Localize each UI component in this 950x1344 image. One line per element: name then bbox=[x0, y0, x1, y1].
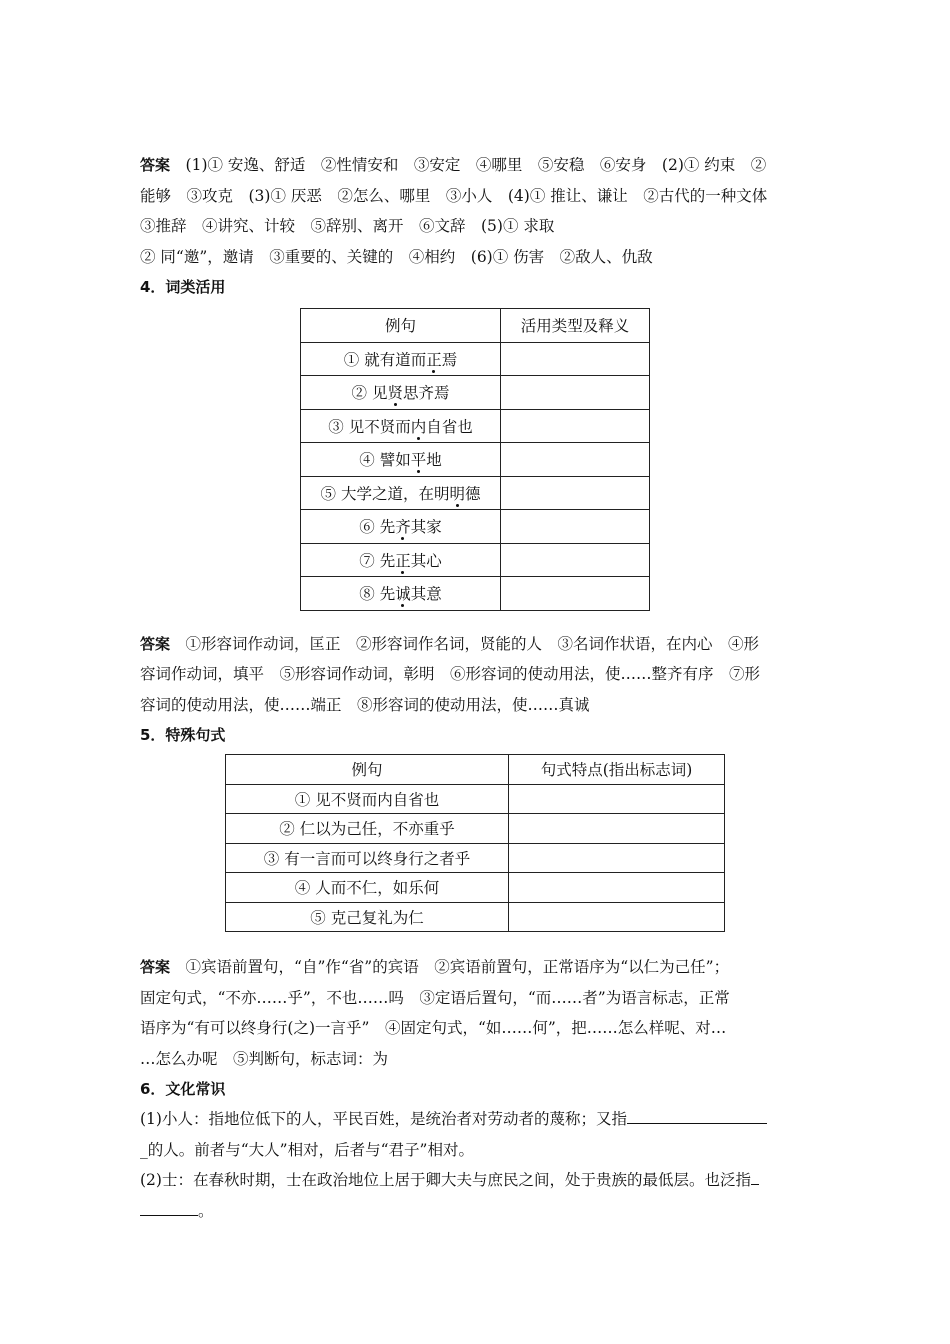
emphasis-char: 正 bbox=[426, 348, 442, 370]
answer5-line2: 固定句式，“不亦……乎”，不也……吗 ③定语后置句，“而……者”为语言标志，正常 bbox=[140, 988, 730, 1007]
item2-text: (2)士：在春秋时期，士在政治地位上居于卿大夫与庶民之间，处于贵族的最低层。也泛指 bbox=[140, 1171, 751, 1189]
table-row bbox=[301, 577, 650, 611]
answer-cell[interactable] bbox=[501, 409, 650, 443]
example-cell: ② 见贤思齐焉 bbox=[301, 376, 501, 410]
part-of-speech-table bbox=[300, 308, 650, 611]
answer-block-1 bbox=[140, 150, 812, 272]
answer-block-4 bbox=[140, 629, 812, 721]
emphasis-char: 明 bbox=[449, 482, 465, 504]
example-cell: ④ 譬如平地 bbox=[301, 443, 501, 477]
culture-notes bbox=[140, 1104, 812, 1226]
table-row bbox=[226, 873, 725, 903]
answer-cell[interactable] bbox=[501, 476, 650, 510]
table-row bbox=[301, 476, 650, 510]
header-pattern: 句式特点(指出标志词) bbox=[509, 755, 725, 785]
table-row bbox=[301, 409, 650, 443]
emphasis-char: 正 bbox=[395, 549, 411, 571]
answer1-line4: ② 同“邀”，邀请 ③重要的、关键的 ④相约 (6)① 伤害 ②敌人、仇敌 bbox=[140, 247, 653, 266]
table-row bbox=[226, 814, 725, 844]
answer-cell[interactable] bbox=[501, 543, 650, 577]
example-cell: ③ 见不贤而内自省也 bbox=[301, 409, 501, 443]
answer4-line2: 容词作动词，填平 ⑤形容词作动词，彰明 ⑥形容词的使动用法，使……整齐有序 ⑦形 bbox=[140, 665, 761, 683]
table-row bbox=[301, 510, 650, 544]
answer-cell[interactable] bbox=[501, 376, 650, 410]
answer5-line4: …怎么办呢 ⑤判断句，标志词：为 bbox=[140, 1049, 389, 1068]
table-row bbox=[226, 784, 725, 814]
answer1-line1: (1)① 安逸、舒适 ②性情安和 ③安定 ④哪里 ⑤安稳 ⑥安身 (2)① 约束 ② bbox=[185, 156, 767, 174]
example-cell: ④ 人而不仁，如乐何 bbox=[226, 873, 509, 903]
section5-title: 5．特殊句式 bbox=[140, 726, 226, 744]
table-header-row bbox=[226, 755, 725, 785]
emphasis-char: 诚 bbox=[395, 582, 411, 604]
answer-cell[interactable] bbox=[509, 814, 725, 844]
section6-title: 6．文化常识 bbox=[140, 1080, 226, 1098]
header-example: 例句 bbox=[226, 755, 509, 785]
answer-label: 答案 bbox=[140, 156, 171, 174]
example-cell: ② 仁以为己任，不亦重乎 bbox=[226, 814, 509, 844]
answer-cell[interactable] bbox=[501, 443, 650, 477]
answer-cell[interactable] bbox=[501, 342, 650, 376]
example-cell: ⑧ 先诚其意 bbox=[301, 577, 501, 611]
emphasis-char: 内 bbox=[411, 415, 427, 437]
item2-end: 。 bbox=[198, 1201, 214, 1220]
table-row bbox=[301, 342, 650, 376]
emphasis-char: 贤 bbox=[387, 381, 403, 403]
answer-cell[interactable] bbox=[509, 843, 725, 873]
fill-blank-2-cont[interactable] bbox=[140, 1197, 198, 1216]
example-cell: ⑥ 先齐其家 bbox=[301, 510, 501, 544]
answer1-line3: ③推辞 ④讲究、计较 ⑤辞别、离开 ⑥文辞 (5)① 求取 bbox=[140, 217, 555, 235]
header-example: 例句 bbox=[301, 309, 501, 343]
answer1-line2: 能够 ③攻克 (3)① 厌恶 ②怎么、哪里 ③小人 (4)① 推让、谦让 ②古代的一种文体 bbox=[140, 186, 768, 205]
page-content bbox=[140, 150, 812, 1226]
table-row bbox=[226, 843, 725, 873]
answer-label: 答案 bbox=[140, 958, 171, 976]
answer-label: 答案 bbox=[140, 634, 171, 653]
example-cell: ⑦ 先正其心 bbox=[301, 543, 501, 577]
example-cell: ⑤ 大学之道，在明明德 bbox=[301, 476, 501, 510]
answer-cell[interactable] bbox=[509, 902, 725, 932]
fill-blank-1[interactable] bbox=[627, 1105, 767, 1124]
answer-cell[interactable] bbox=[501, 510, 650, 544]
example-cell: ① 就有道而正焉 bbox=[301, 342, 501, 376]
fill-blank-2[interactable] bbox=[751, 1166, 759, 1185]
emphasis-char: 平 bbox=[411, 448, 427, 470]
table-row bbox=[301, 376, 650, 410]
item1-text: (1)小人：指地位低下的人，平民百姓，是统治者对劳动者的蔑称；又指 bbox=[140, 1110, 627, 1128]
answer-cell[interactable] bbox=[509, 784, 725, 814]
table-row bbox=[301, 543, 650, 577]
answer4-line3: 容词的使动用法，使……端正 ⑧形容词的使动用法，使……真诚 bbox=[140, 695, 590, 714]
emphasis-char: 齐 bbox=[395, 515, 411, 537]
section4-title: 4．词类活用 bbox=[140, 278, 226, 296]
example-cell: ① 见不贤而内自省也 bbox=[226, 784, 509, 814]
sentence-pattern-table bbox=[225, 754, 725, 932]
answer-cell[interactable] bbox=[509, 873, 725, 903]
answer5-line3: 语序为“有可以终身行(之)一言乎” ④固定句式，“如……何”，把……怎么样呢、对… bbox=[140, 1019, 727, 1037]
answer-block-5 bbox=[140, 952, 812, 1074]
answer5-line1: ①宾语前置句，“自”作“省”的宾语 ②宾语前置句，正常语序为“以仁为己任”； bbox=[185, 958, 730, 976]
example-cell: ③ 有一言而可以终身行之者乎 bbox=[226, 843, 509, 873]
example-cell: ⑤ 克己复礼为仁 bbox=[226, 902, 509, 932]
item1-continuation: _的人。前者与“大人”相对，后者与“君子”相对。 bbox=[140, 1140, 474, 1159]
table-row bbox=[226, 902, 725, 932]
header-usage: 活用类型及释义 bbox=[501, 309, 650, 343]
answer4-line1: ①形容词作动词，匡正 ②形容词作名词，贤能的人 ③名词作状语，在内心 ④形 bbox=[185, 634, 760, 653]
table-header-row bbox=[301, 309, 650, 343]
table-row bbox=[301, 443, 650, 477]
answer-cell[interactable] bbox=[501, 577, 650, 611]
